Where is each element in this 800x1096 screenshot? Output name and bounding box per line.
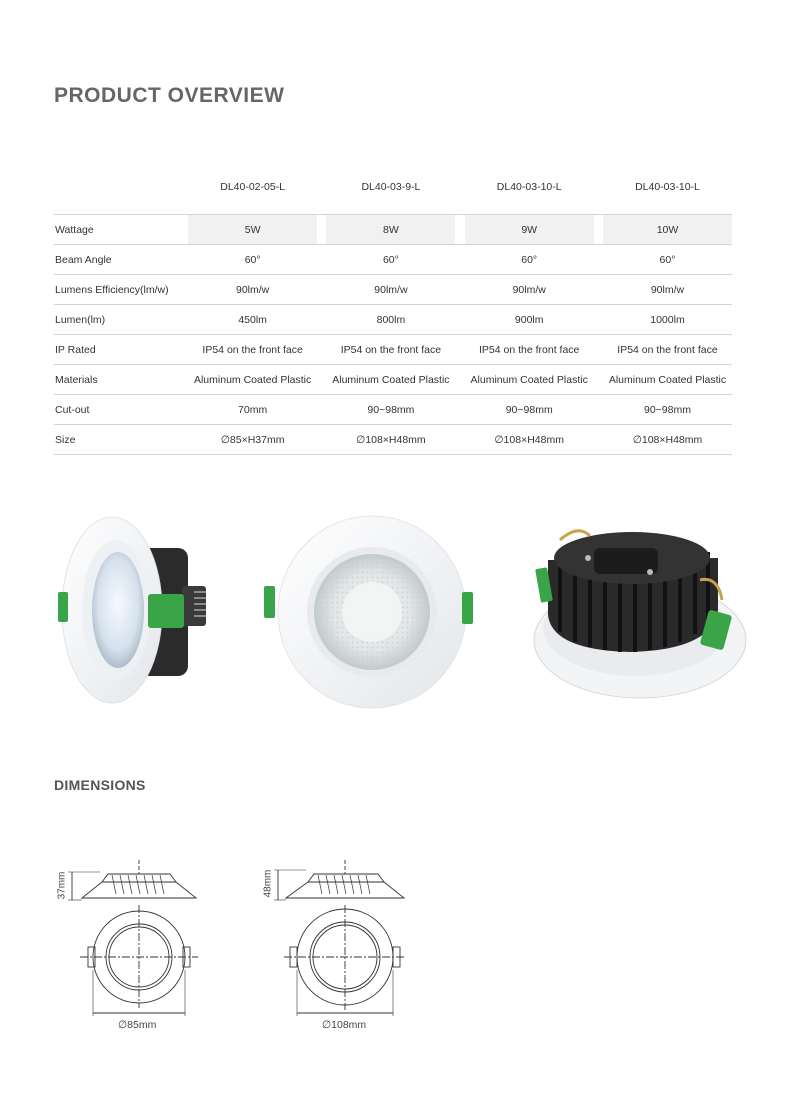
cell: 90~98mm (465, 395, 594, 425)
dimension-drawing-108mm (274, 860, 406, 1016)
row-label: Wattage (54, 214, 188, 245)
cell: IP54 on the front face (465, 335, 594, 365)
cell: Aluminum Coated Plastic (188, 365, 317, 395)
cell: 8W (326, 214, 455, 245)
cell: 5W (188, 214, 317, 245)
cell: ∅108×H48mm (465, 425, 594, 455)
cell: 900lm (465, 305, 594, 335)
cell: 90lm/w (465, 275, 594, 305)
height-label: 37mm (56, 871, 68, 900)
cell: 90~98mm (603, 395, 732, 425)
cell: 60° (465, 245, 594, 275)
row-label: Lumens Efficiency(lm/w) (54, 275, 188, 305)
cell: ∅108×H48mm (603, 425, 732, 455)
cell: 60° (603, 245, 732, 275)
cell: 9W (465, 214, 594, 245)
downlight-back-photo (534, 531, 746, 698)
diameter-label: ∅85mm (118, 1019, 157, 1031)
table-row (54, 305, 732, 335)
row-label: IP Rated (54, 335, 188, 365)
row-label: Materials (54, 365, 188, 395)
table-row (54, 245, 732, 275)
model-header-row (54, 172, 732, 202)
table-row (54, 395, 732, 425)
model-header: DL40-03-9-L (361, 181, 421, 193)
model-header: DL40-02-05-L (220, 181, 286, 193)
row-label: Lumen(lm) (54, 305, 188, 335)
table-row (54, 214, 732, 245)
cell: IP54 on the front face (188, 335, 317, 365)
product-photos (0, 500, 800, 720)
dimensions-title: DIMENSIONS (54, 777, 146, 793)
table-row (54, 365, 732, 395)
cell: 90lm/w (188, 275, 317, 305)
table-row (54, 335, 732, 365)
header-blank (54, 172, 188, 202)
height-label: 48mm (262, 869, 274, 898)
cell: 70mm (188, 395, 317, 425)
cell: 90lm/w (326, 275, 455, 305)
cell: 90~98mm (326, 395, 455, 425)
cell: IP54 on the front face (603, 335, 732, 365)
model-header: DL40-03-10-L (635, 181, 700, 193)
table-row (54, 275, 732, 305)
row-label: Beam Angle (54, 245, 188, 275)
cell: IP54 on the front face (326, 335, 455, 365)
row-label: Size (54, 425, 188, 455)
downlight-front-photo (264, 516, 473, 708)
row-label: Cut-out (54, 395, 188, 425)
cell: 90lm/w (603, 275, 732, 305)
model-header: DL40-03-10-L (496, 181, 562, 193)
cell: 450lm (188, 305, 317, 335)
cell: 60° (188, 245, 317, 275)
cell: 60° (326, 245, 455, 275)
cell: ∅85×H37mm (188, 425, 317, 455)
table-row (54, 425, 732, 455)
cell: ∅108×H48mm (326, 425, 455, 455)
spec-table (54, 172, 732, 455)
cell: 1000lm (603, 305, 732, 335)
dimension-drawing-85mm (68, 860, 198, 1016)
cell: Aluminum Coated Plastic (465, 365, 594, 395)
page-title: PRODUCT OVERVIEW (54, 84, 285, 107)
cell: Aluminum Coated Plastic (326, 365, 455, 395)
cell: 800lm (326, 305, 455, 335)
downlight-side-photo (58, 517, 206, 703)
cell: 10W (603, 214, 732, 245)
diameter-label: ∅108mm (322, 1019, 367, 1031)
cell: Aluminum Coated Plastic (603, 365, 732, 395)
